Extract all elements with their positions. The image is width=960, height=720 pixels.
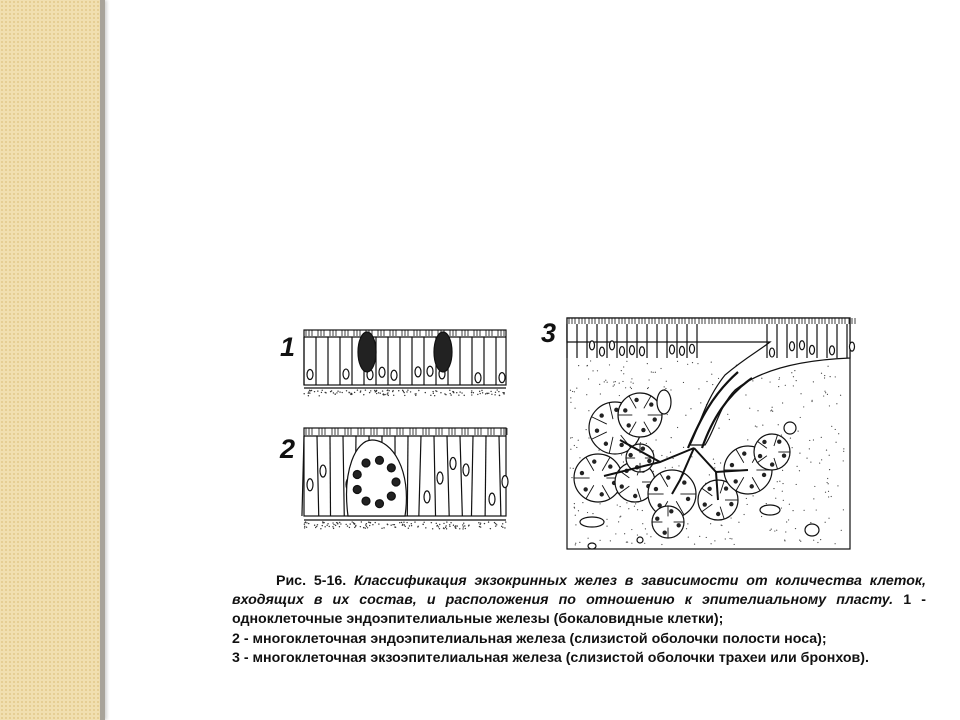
panel-1-label: 1 (280, 332, 296, 362)
panel-2-drawing (302, 428, 508, 530)
panel-3-label: 3 (541, 318, 557, 348)
figure-caption (232, 572, 926, 668)
caption-title: Классификация экзокринных желез в зависимости от количества клеток, входящих в их состав, и расположения по отношению к эпителиальному пласту. (232, 573, 926, 609)
panel-2-label: 2 (280, 434, 296, 464)
caption-item-3: 3 - многоклеточная экзоэпителиальная железа (слизистой оболочки трахеи или бронхов). (232, 649, 869, 666)
caption-item-1: 1 - одноклеточные эндоэпителиальные железы (бокаловидные клетки); (232, 592, 926, 628)
caption-prefix: Рис. 5-16. (276, 573, 347, 589)
panel-1-drawing (303, 330, 506, 397)
caption-item-2: 2 - многоклеточная эндоэпителиальная железа (слизистой оболочки полости носа); (232, 630, 827, 647)
panel-3-drawing (567, 318, 855, 549)
